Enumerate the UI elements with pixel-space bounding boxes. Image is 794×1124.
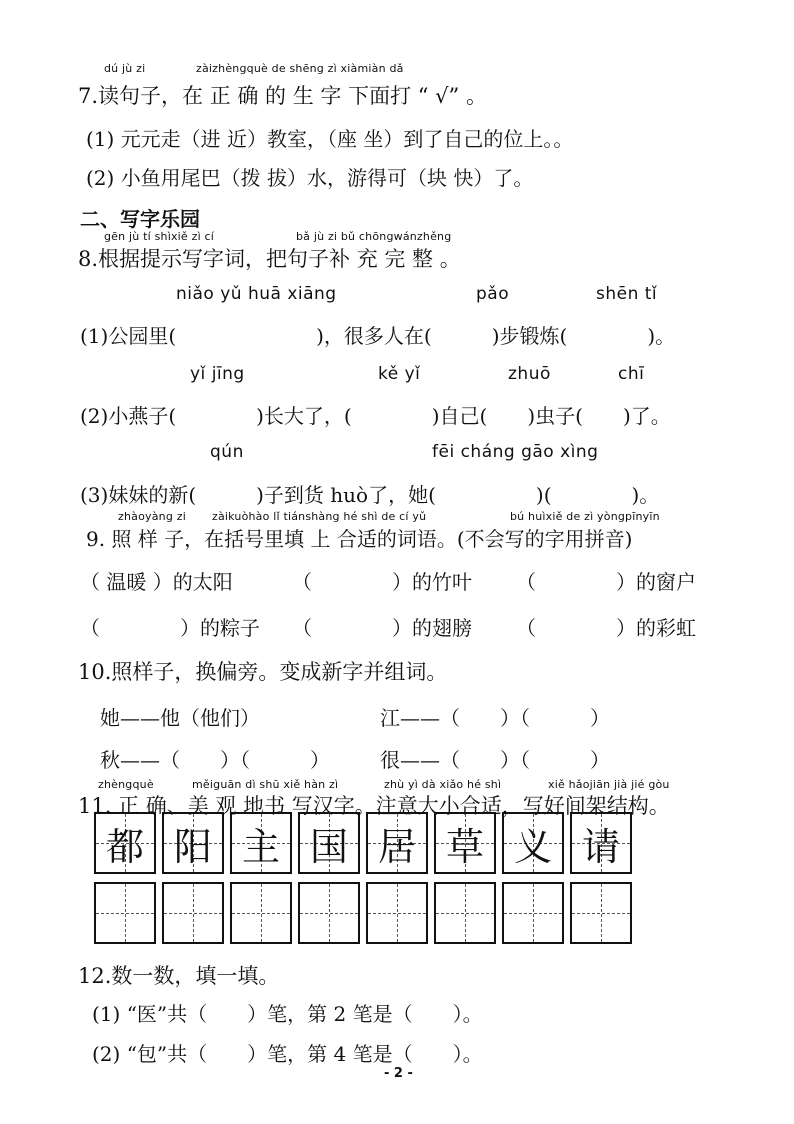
q8-line-2: (2)小燕子( )长大了，( )自己( )虫子( )了。 [80, 404, 671, 428]
q12-line-2: (2) “包”共（ ）笔，第 4 笔是（ ）。 [92, 1042, 483, 1066]
q7-sentence-1: (1) 元元走（进 近）教室，（座 坐）到了自己的位上。。 [86, 127, 574, 151]
q8-pinyin-b: bǎ jù zi bǔ chōngwánzhěng [296, 230, 452, 243]
q7-pinyin-a: dú jù zi [104, 62, 146, 75]
q11-title: 11. 正 确、美 观 地书 写汉字。注意大小合适，写好间架结构。 [78, 794, 670, 818]
q11-pinyin-4: xiě hǎojiān jià jié gòu [548, 778, 670, 791]
model-char: 义 [513, 824, 552, 869]
practice-cell[interactable] [502, 882, 564, 944]
model-char-cell [434, 812, 496, 874]
page-number: - 2 - [384, 1066, 413, 1081]
q7-title: 7.读句子，在 正 确 的 生 字 下面打 “ √” 。 [78, 84, 487, 108]
q8-line-1: (1)公园里( )，很多人在( )步锻炼( )。 [80, 324, 676, 348]
model-char-cell [502, 812, 564, 874]
q8-line-3: (3)妹妹的新( )子到货 huò了，她( )( )。 [80, 483, 660, 507]
model-char: 居 [377, 824, 416, 869]
model-character-grid [94, 812, 632, 874]
model-char-cell [162, 812, 224, 874]
q8-l1-pinyin-2: pǎo [476, 284, 510, 304]
q8-l2-pinyin-4: chī [618, 364, 645, 384]
q7-sentence-2: (2) 小鱼用尾巴（拨 拔）水，游得可（块 快）了。 [86, 166, 534, 190]
model-char: 请 [581, 824, 620, 869]
q10-item-qiu: 秋——（ ）（ ） [100, 748, 330, 772]
q9-row2-item3: （ ）的彩虹 [516, 616, 696, 640]
q9-pinyin-c: bú huìxiě de zì yòngpīnyīn [510, 510, 660, 523]
model-char: 都 [105, 824, 144, 869]
q9-title: 9. 照 样 子，在括号里填 上 合适的词语。(不会写的字用拼音) [86, 527, 633, 551]
q9-pinyin-a: zhàoyàng zi [118, 510, 186, 523]
model-char: 国 [309, 824, 348, 869]
model-char-cell [570, 812, 632, 874]
practice-cell[interactable] [94, 882, 156, 944]
practice-cell[interactable] [230, 882, 292, 944]
practice-character-grid [94, 882, 632, 944]
q12-title: 12.数一数，填一填。 [78, 964, 280, 988]
q10-item-hen: 很——（ ）（ ） [380, 748, 610, 772]
model-char: 主 [241, 824, 280, 869]
q11-pinyin-1: zhèngquè [98, 778, 154, 791]
q9-row2-item1: （ ）的粽子 [80, 616, 260, 640]
practice-cell[interactable] [298, 882, 360, 944]
q9-row2-item2: （ ）的翅膀 [292, 616, 472, 640]
q12-line-1: (1) “医”共（ ）笔，第 2 笔是（ ）。 [92, 1002, 483, 1026]
q9-row1-item1: （ 温暖 ）的太阳 [80, 570, 233, 594]
practice-cell[interactable] [162, 882, 224, 944]
q10-title: 10.照样子，换偏旁。变成新字并组词。 [78, 660, 448, 684]
practice-cell[interactable] [570, 882, 632, 944]
model-char-cell [230, 812, 292, 874]
model-char-cell [94, 812, 156, 874]
q9-row1-item2: （ ）的竹叶 [292, 570, 472, 594]
q9-row1-item3: （ ）的窗户 [516, 570, 696, 594]
q11-pinyin-2: měiguān dì shū xiě hàn zì [192, 778, 339, 791]
q8-l2-pinyin-3: zhuō [508, 364, 551, 384]
q8-l2-pinyin-2: kě yǐ [378, 364, 421, 384]
q10-item-jiang: 江——（ ）（ ） [380, 706, 610, 730]
q10-example: 她——他（他们） [100, 706, 260, 730]
q7-pinyin-b: zàizhèngquè de shēng zì xiàmiàn dǎ [196, 62, 404, 75]
q8-l3-pinyin-1: qún [210, 442, 244, 462]
q11-pinyin-3: zhù yì dà xiǎo hé shì [384, 778, 502, 791]
model-char-cell [366, 812, 428, 874]
model-char: 草 [445, 824, 484, 869]
q8-title: 8.根据提示写字词，把句子补 充 完 整 。 [78, 247, 461, 271]
q8-l2-pinyin-1: yǐ jīng [190, 364, 245, 384]
q8-l1-pinyin-1: niǎo yǔ huā xiāng [176, 284, 337, 304]
q8-l1-pinyin-3: shēn tǐ [596, 284, 658, 304]
model-char-cell [298, 812, 360, 874]
q9-pinyin-b: zàikuòhào lǐ tiánshàng hé shì de cí yǔ [212, 510, 427, 523]
model-char: 阳 [173, 824, 212, 869]
q8-pinyin-a: gēn jù tí shìxiě zì cí [104, 230, 215, 243]
practice-cell[interactable] [434, 882, 496, 944]
q8-l3-pinyin-2: fēi cháng gāo xìng [432, 442, 599, 462]
section-2-title: 二、写字乐园 [80, 207, 200, 231]
practice-cell[interactable] [366, 882, 428, 944]
